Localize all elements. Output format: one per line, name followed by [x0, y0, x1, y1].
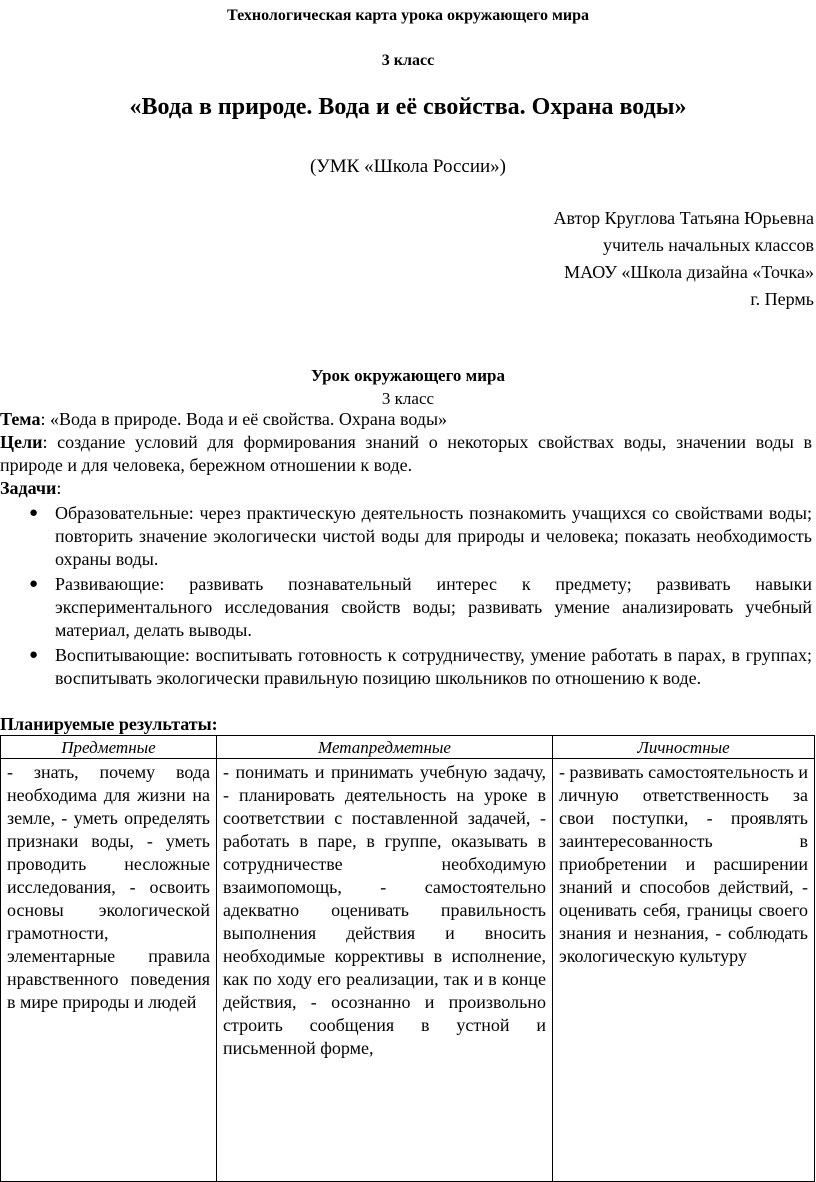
goals-text: : создание условий для формирования знаний о некоторых свойствах воды, значении воды в природе и для человека, бережном отношении к воде.: [0, 432, 812, 475]
task-text: Развивающие: развивать познавательный интерес к предмету; развивать навыки экспериментального исследования свойств воды; развивать умение анализировать учебный материал, делать выводы.: [55, 574, 812, 640]
author-city: г. Пермь: [750, 289, 814, 309]
lesson-grade: 3 класс: [381, 389, 435, 408]
list-item: [0, 502, 812, 571]
umk-label: (УМК «Школа России»): [309, 156, 507, 177]
grade-label: 3 класс: [381, 52, 435, 69]
lesson-title: «Вода в природе. Вода и её свойства. Охрана воды»: [129, 94, 687, 120]
lesson-body: [0, 408, 812, 692]
tasks-list: [0, 502, 812, 690]
results-heading: Планируемые результаты:: [0, 714, 218, 734]
document-title: Технологическая карта урока окружающего мира: [227, 7, 589, 24]
column-header-meta: Метапредметные: [217, 736, 553, 759]
topic-label: Тема: [0, 409, 41, 429]
tasks-colon: :: [56, 478, 62, 498]
table-row: [1, 759, 815, 1182]
bullet-icon: ●: [29, 576, 39, 592]
bullet-icon: ●: [29, 647, 39, 663]
results-table: [0, 735, 815, 1182]
tasks-label: Задачи: [0, 478, 57, 498]
author-school: МАОУ «Школа дизайна «Точка»: [564, 262, 814, 282]
column-header-personal: Личностные: [553, 736, 815, 759]
tasks-heading: [0, 477, 812, 500]
bullet-icon: ●: [29, 505, 39, 521]
topic-paragraph: [0, 408, 812, 431]
column-header-subject: Предметные: [1, 736, 217, 759]
subject-results-cell: - знать, почему вода необходима для жизни на земле, - уметь определять признаки воды, - уметь проводить несложные исследования, - освоить основы экологической грамотности, элементарные правила нравственного поведения в мире природы и людей: [1, 759, 217, 1182]
task-text: Образовательные: через практическую деятельность познакомить учащихся со свойствами воды; повторить значение экологически чистой воды для природы и человека; показать необходимость охраны воды.: [55, 503, 812, 569]
table-header-row: [1, 736, 815, 759]
list-item: [0, 644, 812, 690]
meta-results-cell: - понимать и принимать учебную задачу, - планировать деятельность на уроке в соответствии с поставленной задачей, - работать в паре, в группе, оказывать в сотрудничестве необходимую взаимопомощь, - самостоятельно адекватно оценивать правильность выполнения действия и вносить необходимые коррективы в исполнение, как по ходу его реализации, так и в конце действия, - осознанно и произвольно строить сообщения в устной и письменной форме,: [217, 759, 553, 1182]
author-position: учитель начальных классов: [603, 235, 814, 255]
author-block: [314, 205, 814, 313]
topic-text: : «Вода в природе. Вода и её свойства. Охрана воды»: [40, 409, 448, 429]
goals-paragraph: [0, 431, 812, 477]
task-text: Воспитывающие: воспитывать готовность к сотрудничеству, умение работать в парах, в группах; воспитывать экологически правильную позицию школьников по отношению к воде.: [55, 645, 812, 688]
lesson-heading: Урок окружающего мира: [311, 366, 505, 385]
personal-results-cell: - развивать самостоятельность и личную ответственность за свои поступки, - проявлять заинтересованность в приобретении и расширении знаний и способов действий, - оценивать себя, границы своего знания и незнания, - соблюдать экологическую культуру: [553, 759, 815, 1182]
list-item: [0, 573, 812, 642]
goals-label: Цели: [0, 432, 43, 452]
author-name: Автор Круглова Татьяна Юрьевна: [553, 208, 814, 228]
